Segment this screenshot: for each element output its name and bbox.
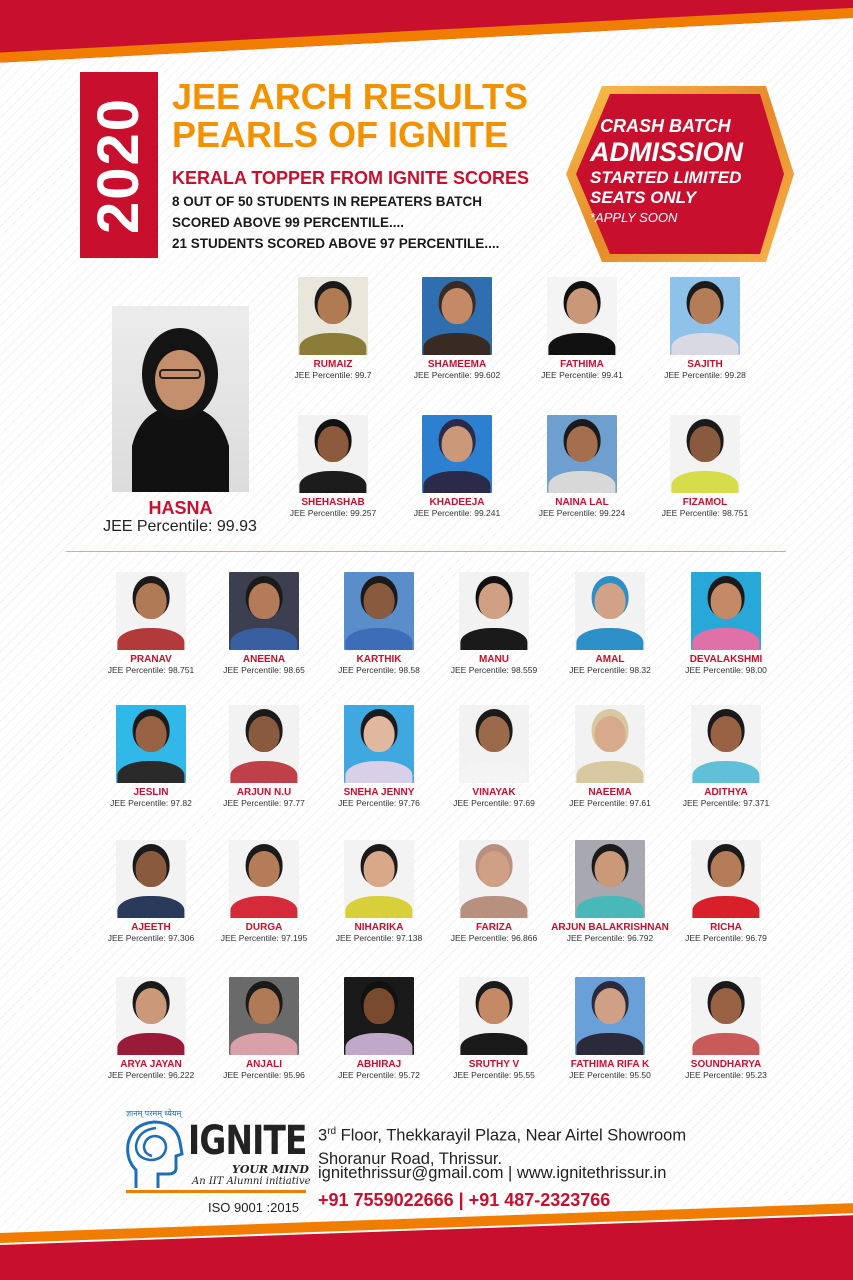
student-name: NIHARIKA (354, 922, 404, 933)
student-percentile: JEE Percentile: 98.751 (107, 665, 195, 675)
student-photo (229, 572, 299, 650)
photo-head (249, 851, 280, 887)
photo-head (442, 426, 473, 462)
photo-body (423, 471, 490, 493)
badge-line-3: STARTED LIMITED (590, 168, 742, 187)
student-percentile: JEE Percentile: 98.32 (569, 665, 651, 675)
student-card (268, 277, 398, 380)
student-card (640, 415, 770, 518)
logo-alumni-text: An IIT Alumni initiative (192, 1176, 311, 1187)
photo-body (117, 1033, 184, 1055)
photo-body (692, 1033, 759, 1055)
photo-body (230, 628, 297, 650)
photo-body (548, 471, 615, 493)
student-photo (229, 840, 299, 918)
student-percentile: JEE Percentile: 98.65 (223, 665, 305, 675)
student-photo (459, 572, 529, 650)
floor-number: 3 (318, 1126, 328, 1145)
photo-body (576, 761, 643, 783)
topper-photo (112, 306, 249, 492)
student-photo (691, 840, 761, 918)
topper-name: HASNA (148, 498, 213, 518)
student-name: PRANAV (130, 654, 172, 665)
photo-head (690, 288, 721, 324)
topper-portrait (112, 306, 249, 492)
photo-body (299, 333, 366, 355)
badge-line-2: ADMISSION (590, 137, 744, 167)
year-banner (80, 72, 158, 258)
student-name: KHADEEJA (429, 497, 485, 508)
student-percentile: JEE Percentile: 95.23 (685, 1070, 767, 1080)
student-name: AJEETH (131, 922, 171, 933)
student-photo (575, 840, 645, 918)
student-card (86, 977, 216, 1080)
student-photo (575, 572, 645, 650)
logo-underline (126, 1190, 306, 1193)
student-photo (691, 977, 761, 1055)
photo-body (345, 628, 412, 650)
student-percentile: JEE Percentile: 98.00 (685, 665, 767, 675)
student-photo (575, 977, 645, 1055)
student-card (545, 977, 675, 1080)
student-percentile: JEE Percentile: 99.41 (541, 370, 623, 380)
iso-certification: ISO 9001 :2015 (208, 1200, 300, 1215)
photo-head (567, 288, 598, 324)
photo-head (690, 426, 721, 462)
student-name: RICHA (710, 922, 742, 933)
student-percentile: JEE Percentile: 95.96 (223, 1070, 305, 1080)
student-percentile: JEE Percentile: 97.69 (453, 798, 535, 808)
student-percentile: JEE Percentile: 95.72 (338, 1070, 420, 1080)
student-photo (547, 415, 617, 493)
student-percentile: JEE Percentile: 98.58 (338, 665, 420, 675)
student-name: DURGA (245, 922, 283, 933)
photo-head (595, 583, 626, 619)
student-card (661, 840, 791, 943)
photo-head (364, 988, 395, 1024)
photo-body (423, 333, 490, 355)
photo-body (671, 333, 738, 355)
photo-head (711, 988, 742, 1024)
logo-your-mind: YOUR MIND (232, 1163, 309, 1176)
student-card (199, 572, 329, 675)
photo-body (548, 333, 615, 355)
student-name: VINAYAK (472, 787, 516, 798)
student-photo (344, 840, 414, 918)
student-name: SHAMEEMA (427, 359, 487, 370)
floor-suffix: rd (327, 1126, 337, 1137)
photo-body (692, 628, 759, 650)
section-divider (66, 551, 786, 552)
student-name: ADITHYA (704, 787, 748, 798)
photo-head (711, 583, 742, 619)
student-percentile: JEE Percentile: 98.559 (450, 665, 538, 675)
photo-body (460, 628, 527, 650)
student-name: KARTHIK (356, 654, 402, 665)
student-card (661, 572, 791, 675)
address-line-1 (318, 1120, 686, 1148)
student-percentile: JEE Percentile: 97.306 (107, 933, 195, 943)
photo-body (460, 761, 527, 783)
address-block (318, 1120, 686, 1171)
photo-body (117, 761, 184, 783)
photo-body (345, 896, 412, 918)
student-name: RUMAIZ (313, 359, 353, 370)
photo-body (230, 896, 297, 918)
student-card (314, 572, 444, 675)
student-photo (459, 840, 529, 918)
student-percentile: JEE Percentile: 99.28 (664, 370, 746, 380)
student-photo (459, 977, 529, 1055)
student-percentile: JEE Percentile: 96.222 (107, 1070, 195, 1080)
student-name: ABHIRAJ (356, 1059, 402, 1070)
student-card (199, 977, 329, 1080)
student-percentile: JEE Percentile: 98.751 (661, 508, 749, 518)
student-card (545, 705, 675, 808)
student-percentile: JEE Percentile: 97.61 (569, 798, 651, 808)
contact-email-web[interactable]: ignitethrissur@gmail.com | www.ignitethrissur.in (318, 1164, 667, 1182)
student-name: JESLIN (133, 787, 169, 798)
title-line-2: PEARLS OF IGNITE (172, 114, 509, 155)
topper-percentile: JEE Percentile: 99.93 (103, 518, 257, 535)
photo-head (318, 426, 349, 462)
address-line-1-text: Floor, Thekkarayil Plaza, Near Airtel Showroom (336, 1126, 687, 1145)
photo-head (442, 288, 473, 324)
poster-title (172, 78, 528, 154)
admission-badge (566, 86, 794, 262)
photo-head (318, 288, 349, 324)
student-card (86, 572, 216, 675)
summary-line-1: 8 OUT OF 50 STUDENTS IN REPEATERS BATCH (172, 194, 483, 209)
photo-head (136, 716, 167, 752)
student-card (429, 572, 559, 675)
student-card (314, 705, 444, 808)
photo-head (711, 716, 742, 752)
badge-line-5: *APPLY SOON (590, 210, 678, 225)
student-percentile: JEE Percentile: 97.371 (682, 798, 770, 808)
student-percentile: JEE Percentile: 99.602 (413, 370, 501, 380)
student-percentile: JEE Percentile: 96.866 (450, 933, 538, 943)
photo-body (460, 896, 527, 918)
photo-head (479, 988, 510, 1024)
photo-body (576, 628, 643, 650)
student-percentile: JEE Percentile: 99.7 (294, 370, 372, 380)
title-line-1: JEE ARCH RESULTS (172, 76, 529, 117)
logo-wordmark: IGNITE (188, 1118, 307, 1164)
photo-body (117, 628, 184, 650)
photo-head (595, 988, 626, 1024)
photo-body (692, 896, 759, 918)
student-photo (298, 415, 368, 493)
student-name: ARJUN BALAKRISHNAN (551, 922, 669, 933)
student-card (392, 277, 522, 380)
student-photo (670, 277, 740, 355)
student-name: SAJITH (687, 359, 723, 370)
student-photo (116, 840, 186, 918)
student-name: SNEHA JENNY (343, 787, 415, 798)
student-photo (422, 415, 492, 493)
student-percentile: JEE Percentile: 99.241 (413, 508, 501, 518)
student-percentile: JEE Percentile: 96.792 (566, 933, 654, 943)
student-card (661, 977, 791, 1080)
photo-body (692, 761, 759, 783)
student-card (545, 572, 675, 675)
student-name: MANU (479, 654, 509, 665)
student-photo (229, 977, 299, 1055)
photo-head (136, 988, 167, 1024)
student-card (314, 977, 444, 1080)
student-photo (575, 705, 645, 783)
photo-body (345, 761, 412, 783)
student-percentile: JEE Percentile: 97.76 (338, 798, 420, 808)
photo-head (249, 716, 280, 752)
student-photo (116, 572, 186, 650)
student-photo (670, 415, 740, 493)
student-card (517, 277, 647, 380)
student-photo (547, 277, 617, 355)
student-photo (116, 705, 186, 783)
photo-body (576, 1033, 643, 1055)
student-percentile: JEE Percentile: 99.257 (289, 508, 377, 518)
student-card (429, 977, 559, 1080)
photo-head (567, 426, 598, 462)
student-percentile: JEE Percentile: 97.77 (223, 798, 305, 808)
student-photo (344, 977, 414, 1055)
photo-head (249, 583, 280, 619)
head-spiral-icon (122, 1114, 186, 1192)
logo-tagline: ज्ञानम् परमम् ध्येयम् (126, 1109, 182, 1118)
student-percentile: JEE Percentile: 97.82 (110, 798, 192, 808)
student-card (545, 840, 675, 943)
ignite-logo (122, 1109, 312, 1215)
photo-body (345, 1033, 412, 1055)
photo-head (479, 583, 510, 619)
student-photo (344, 705, 414, 783)
student-card (517, 415, 647, 518)
photo-body (230, 761, 297, 783)
student-name: SOUNDHARYA (690, 1059, 762, 1070)
student-name: FATHIMA (560, 359, 604, 370)
student-name: ANEENA (242, 654, 286, 665)
student-name: DEVALAKSHMI (689, 654, 763, 665)
photo-head (249, 988, 280, 1024)
student-percentile: JEE Percentile: 96.79 (685, 933, 767, 943)
student-photo (691, 572, 761, 650)
student-percentile: JEE Percentile: 95.55 (453, 1070, 535, 1080)
student-card (199, 705, 329, 808)
student-photo (116, 977, 186, 1055)
photo-head (136, 851, 167, 887)
student-card (268, 415, 398, 518)
student-name: NAINA LAL (555, 497, 609, 508)
student-percentile: JEE Percentile: 95.50 (569, 1070, 651, 1080)
student-name: SRUTHY V (468, 1059, 520, 1070)
photo-body (230, 1033, 297, 1055)
student-photo (422, 277, 492, 355)
photo-head (595, 716, 626, 752)
student-name: ARYA JAYAN (120, 1059, 182, 1070)
student-name: ARJUN N.U (236, 787, 292, 798)
student-name: ANJALI (245, 1059, 283, 1070)
badge-text (590, 116, 743, 225)
student-card (661, 705, 791, 808)
student-name: AMAL (595, 654, 625, 665)
photo-head (364, 583, 395, 619)
photo-body (576, 896, 643, 918)
student-percentile: JEE Percentile: 97.195 (220, 933, 308, 943)
student-percentile: JEE Percentile: 97.138 (335, 933, 423, 943)
student-photo (298, 277, 368, 355)
photo-head (595, 851, 626, 887)
student-name: FARIZA (475, 922, 513, 933)
student-photo (691, 705, 761, 783)
student-card (640, 277, 770, 380)
photo-body (117, 896, 184, 918)
year-text: 2020 (86, 96, 152, 234)
photo-body (460, 1033, 527, 1055)
photo-head (364, 851, 395, 887)
student-photo (344, 572, 414, 650)
student-card (86, 840, 216, 943)
student-card (429, 705, 559, 808)
student-card (199, 840, 329, 943)
photo-head (479, 851, 510, 887)
address-line-2: Shoranur Road, Thrissur. (318, 1149, 503, 1168)
student-name: SHEHASHAB (301, 497, 365, 508)
summary-line-3: 21 STUDENTS SCORED ABOVE 97 PERCENTILE.... (172, 236, 500, 251)
summary-line-2: SCORED ABOVE 99 PERCENTILE.... (172, 215, 405, 230)
student-photo (229, 705, 299, 783)
photo-head (136, 583, 167, 619)
photo-head (364, 716, 395, 752)
photo-head (479, 716, 510, 752)
student-card (392, 415, 522, 518)
student-card (314, 840, 444, 943)
student-photo (459, 705, 529, 783)
student-name: FATHIMA RIFA K (570, 1059, 650, 1070)
result-summary (172, 191, 499, 254)
student-card (429, 840, 559, 943)
poster-subtitle: KERALA TOPPER FROM IGNITE SCORES (172, 168, 530, 188)
photo-body (671, 471, 738, 493)
student-name: NAEEMA (588, 787, 632, 798)
photo-body (299, 471, 366, 493)
photo-head (711, 851, 742, 887)
student-percentile: JEE Percentile: 99.224 (538, 508, 626, 518)
student-card (86, 705, 216, 808)
contact-phone[interactable]: +91 7559022666 | +91 487-2323766 (318, 1190, 611, 1210)
badge-line-4: SEATS ONLY (590, 188, 697, 207)
badge-line-1: CRASH BATCH (600, 116, 731, 136)
student-name: FIZAMOL (682, 497, 728, 508)
